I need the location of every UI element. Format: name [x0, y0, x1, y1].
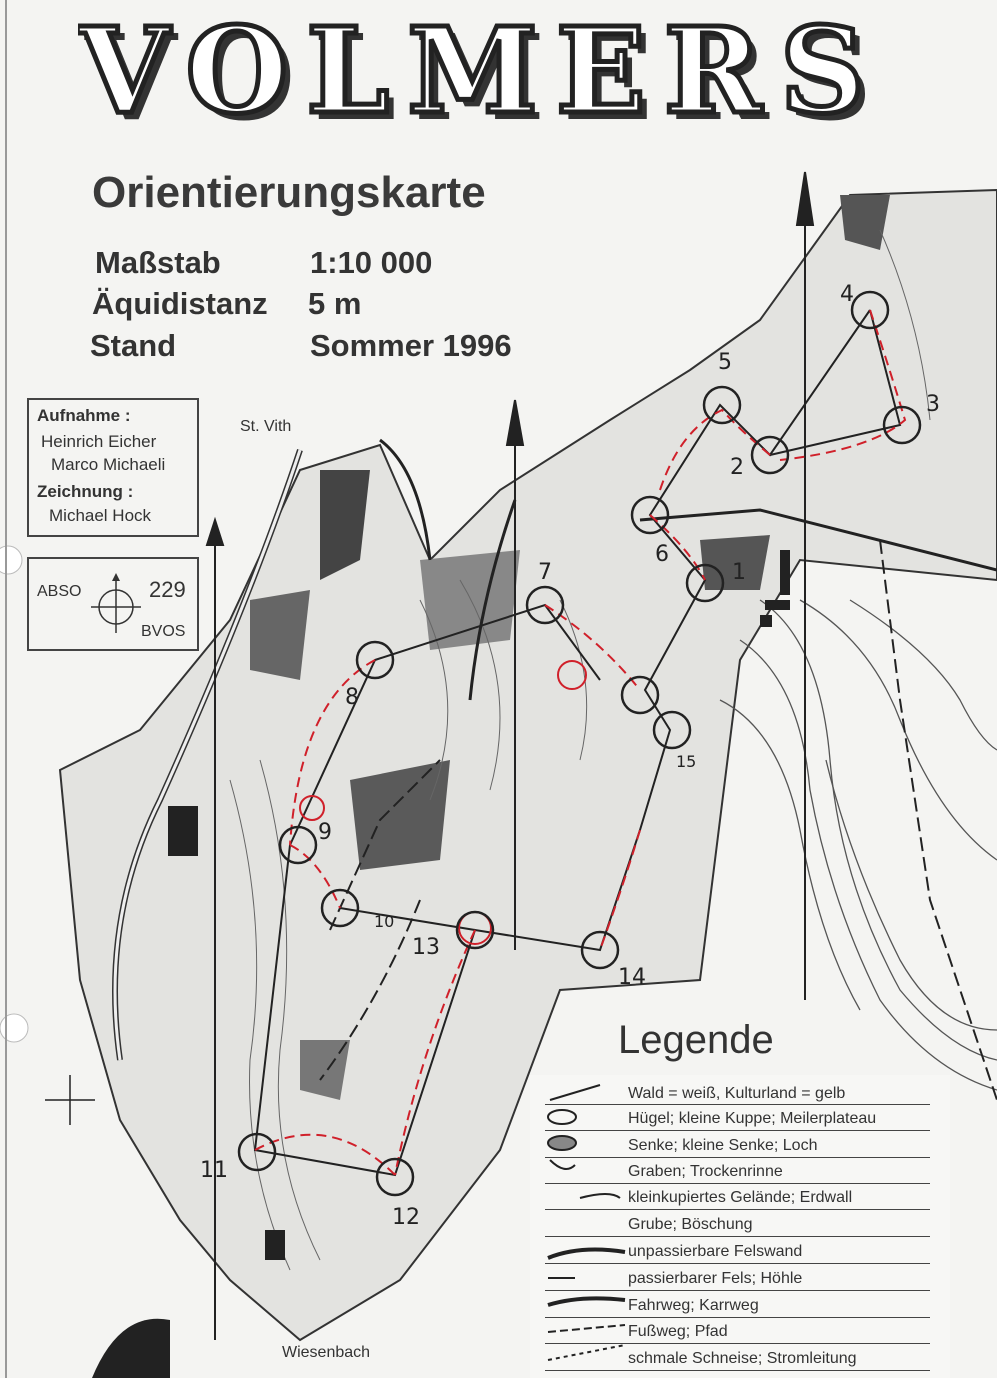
legend-item: Grube; Böschung — [628, 1216, 753, 1233]
control-label-1: 1 — [732, 560, 746, 585]
legend-item: Graben; Trockenrinne — [628, 1163, 783, 1180]
scale-label: Maßstab — [95, 245, 221, 280]
control-label-7: 7 — [538, 560, 552, 585]
binder-hole-bottom — [0, 1014, 28, 1042]
crosshair-icon — [89, 571, 143, 637]
control-label-13: 13 — [412, 935, 440, 960]
legend-item: Fußweg; Pfad — [628, 1323, 728, 1340]
control-label-10: 10 — [374, 912, 395, 931]
registration-left: ABSO — [37, 583, 82, 600]
control-label-6: 6 — [655, 542, 669, 567]
control-label-5: 5 — [718, 350, 732, 375]
map-subtitle: Orientierungskarte — [92, 168, 486, 217]
registration-bottom: BVOS — [141, 623, 186, 640]
control-label-12: 12 — [392, 1205, 420, 1230]
surveyor-2: Marco Michaeli — [51, 455, 166, 474]
control-label-2: 2 — [730, 455, 744, 480]
status-value: Sommer 1996 — [310, 328, 512, 363]
legend-title: Legende — [618, 1018, 774, 1062]
legend-item: Fahrweg; Karrweg — [628, 1297, 759, 1314]
drawer-name: Michael Hock — [49, 506, 152, 525]
control-label-11: 11 — [200, 1158, 228, 1183]
contour-interval-value: 5 m — [308, 286, 362, 321]
control-label-15: 15 — [676, 752, 697, 771]
map-title: VOLMERS — [78, 6, 884, 136]
legend-item: Senke; kleine Senke; Loch — [628, 1137, 818, 1154]
map-title-banner — [78, 6, 997, 136]
binder-hole-top — [0, 546, 22, 574]
place-st-vith: St. Vith — [240, 418, 292, 435]
registration-box — [27, 557, 199, 651]
control-label-4: 4 — [840, 282, 854, 307]
survey-label: Aufnahme : — [37, 406, 131, 425]
legend-item: schmale Schneise; Stromleitung — [628, 1350, 857, 1367]
place-wiesenbach: Wiesenbach — [282, 1344, 371, 1361]
control-label-8: 8 — [345, 685, 359, 710]
legend-item: unpassierbare Felswand — [628, 1243, 803, 1260]
legend-item: Hügel; kleine Kuppe; Meilerplateau — [628, 1110, 877, 1127]
contour-interval-label: Äquidistanz — [92, 286, 268, 321]
legend-item: Wald = weiß, Kulturland = gelb — [628, 1085, 846, 1102]
control-label-9: 9 — [318, 820, 332, 845]
registration-number: 229 — [149, 577, 186, 602]
scale-value: 1:10 000 — [310, 245, 433, 280]
surveyor-1: Heinrich Eicher — [41, 432, 157, 451]
legend-item: kleinkupiertes Gelände; Erdwall — [628, 1189, 853, 1206]
status-label: Stand — [90, 328, 177, 363]
credits-box — [27, 398, 199, 537]
control-label-14: 14 — [618, 965, 646, 990]
drawing-label: Zeichnung : — [37, 482, 134, 501]
control-label-3: 3 — [926, 392, 940, 417]
legend-item: passierbarer Fels; Höhle — [628, 1270, 803, 1287]
